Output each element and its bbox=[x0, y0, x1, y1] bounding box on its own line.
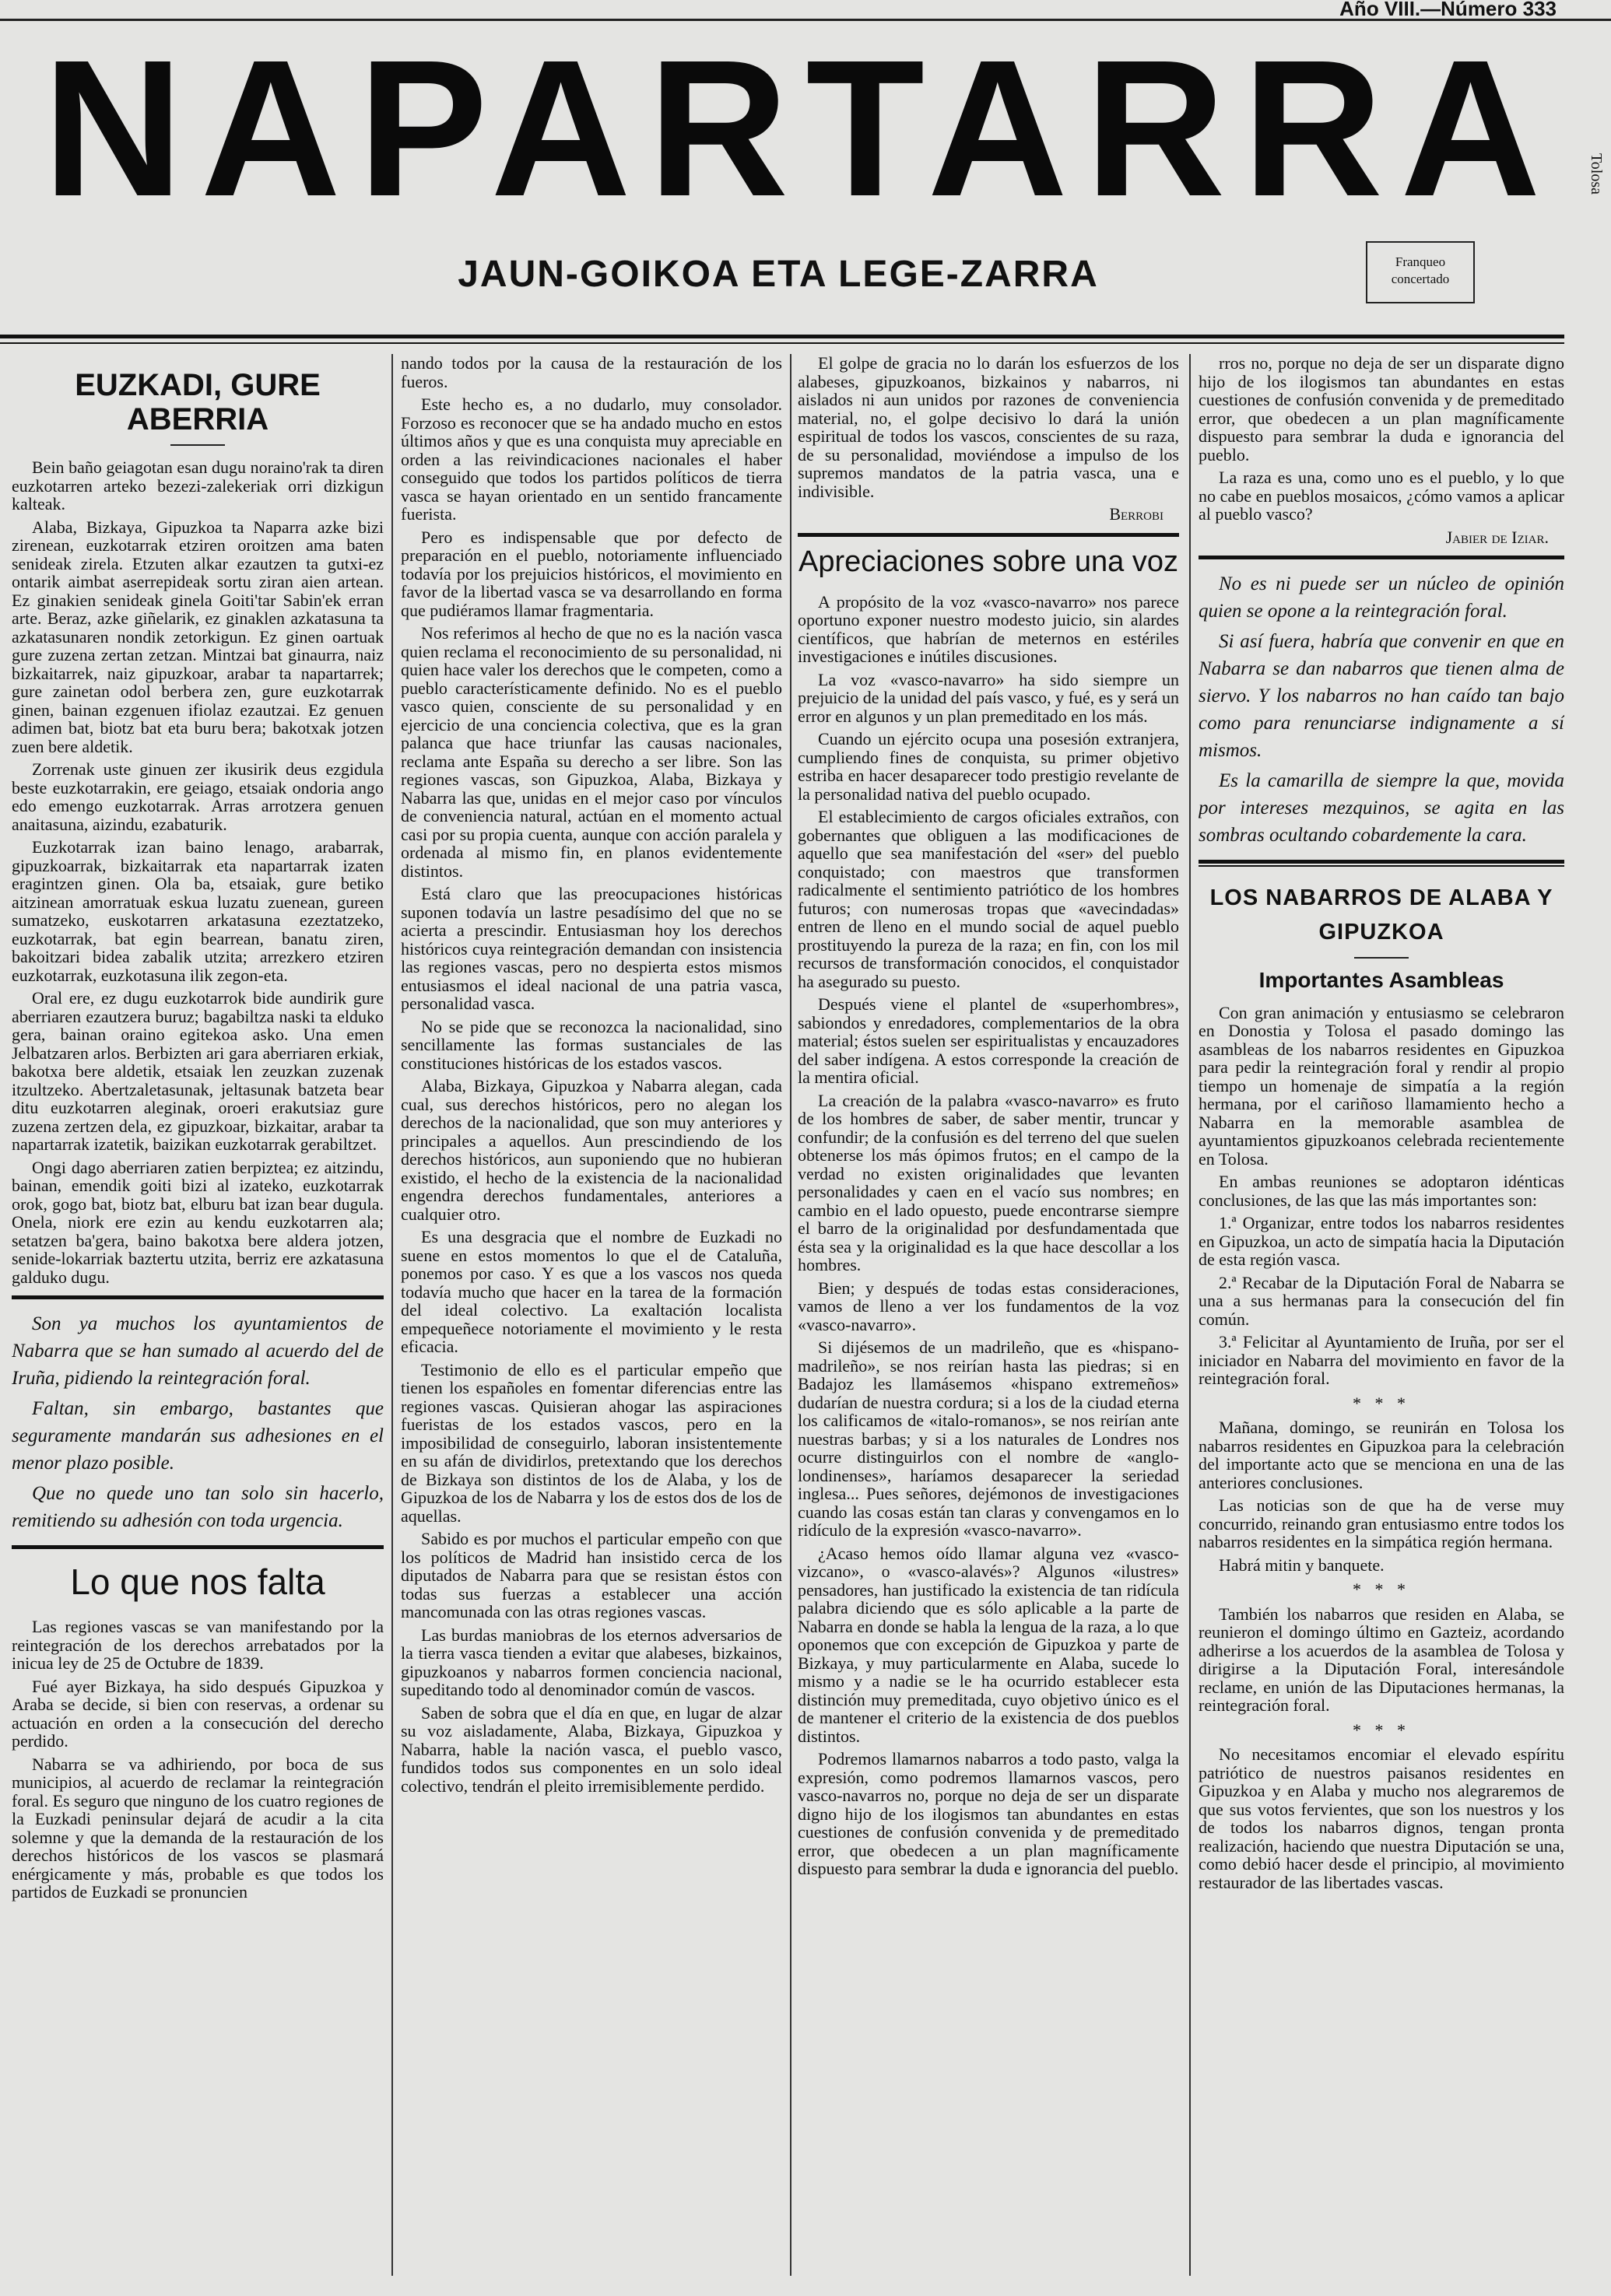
paragraph: Que no quede uno tan solo sin hacerlo, remitiendo su adhesión con toda urgencia. bbox=[12, 1483, 384, 1531]
paragraph: Bein baño geiagotan esan dugu noraino'rak ta diren euzkotarren arteko bezezi-zalekeriak orri dizkigun kalteak. bbox=[12, 457, 384, 514]
article-headline: LOS NABARROS DE ALABA Y GIPUZKOA bbox=[1209, 885, 1553, 945]
paragraph: Las regiones vascas se van manifestando por la reintegración de los derechos arrebatados por la inicua ley de 25 de Octubre de 1839. bbox=[12, 1617, 384, 1673]
section-rule bbox=[798, 533, 1179, 537]
masthead-title: NAPARTARRA bbox=[43, 19, 1558, 237]
paragraph: Nabarra se va adhiriendo, por boca de sus municipios, al acuerdo de reclamar la reintegración foral. Es seguro que ninguno de los cuatro regiones de la Euzkadi peninsular dejará de acudir a la cita solemne y que la demanda de la restauración de los derechos históricos de los vascos se plasmará enérgicamente y más, probable es que todos los partidos de Euzkadi se pronuncien bbox=[12, 1754, 384, 1902]
section-rule bbox=[1199, 556, 1564, 559]
paragraph: Pero es indispensable que por defecto de preparación en el pueblo, notoriamente influenciado todavía por los prejuicios históricos, el movimiento en favor de la libertad vasca se va desarrollando en forma que pudiéramos llamar fragmentaria. bbox=[401, 527, 782, 620]
paragraph: Testimonio de ello es el particular empeño que tienen los españoles en fomentar diferencias entre las regiones vascas. Quisieran ahogar las aspiraciones fueristas de los estados vascos, pero en la imposibilidad de conseguirlo, laboran insistentemente en su afán de dividirlos, pretextando que los derechos de Bizkaya son distintos de los de Alaba, y los de Gipuzkoa de los de Nabarra y los de estos dos de los de aquellas. bbox=[401, 1359, 782, 1526]
paragraph: En ambas reuniones se adoptaron idénticas conclusiones, de las que las más importantes son: bbox=[1199, 1172, 1564, 1210]
franqueo-stamp: Franqueo concertado bbox=[1366, 241, 1475, 303]
paragraph: Zorrenak uste ginuen zer ikusirik deus ezgidula beste euzkotarrakin, ere geiago, etsaiak ondoria ango edo emengo euzkotarrak. Arras arrotzera genuen anaitasuna, aizindu, ezabaturik. bbox=[12, 759, 384, 834]
header-rule-thin bbox=[0, 342, 1564, 344]
boxed-notice bbox=[1199, 570, 1564, 849]
top-strip bbox=[0, 0, 1611, 21]
list-item: 1.ª Organizar, entre todos los nabarros residentes en Gipuzkoa, un acto de simpatía hacia la Diputación de esta región vasca. bbox=[1199, 1213, 1564, 1269]
column-3 bbox=[798, 354, 1179, 2284]
paragraph: Las burdas maniobras de los eternos adversarios de la tierra vasca tienden a evitar que alabeses, bizkainos, gipuzkoanos y nabarros formen conciencia nacional, supeditando todo al denominador común de vascos. bbox=[401, 1625, 782, 1699]
headline-rule bbox=[170, 444, 225, 446]
section-rule bbox=[12, 1295, 384, 1299]
paragraph: También los nabarros que residen en Alaba, se reunieron el domingo último en Gazteiz, acordando adherirse a los acuerdos de la asamblea de Tolosa y dirigirse a la Diputación Foral, interesándole reclame, en unión de las Diputaciones hermanas, la reintegración foral. bbox=[1199, 1604, 1564, 1715]
article-headline: Lo que nos falta bbox=[70, 1562, 325, 1602]
separator-stars: * * * bbox=[1353, 1719, 1410, 1740]
paragraph: Faltan, sin embargo, bastantes que seguramente mandarán sus adhesiones en el menor plazo posible. bbox=[12, 1398, 384, 1474]
paragraph: rros no, porque no deja de ser un disparate digno hijo de los ilogismos tan abundantes en estas cuestiones de confusión convenida y de premeditado error, que obedecen a un plan magníficamente dispuesto para sembrar la duda e ignorancia del pueblo. bbox=[1199, 354, 1564, 464]
paragraph: Fué ayer Bizkaya, ha sido después Gipuzkoa y Araba se decide, si bien con reservas, a ordenar su actuación en orden a la consecución del derecho perdido. bbox=[12, 1676, 384, 1751]
paragraph: Saben de sobra que el día en que, en lugar de alzar su voz aisladamente, Alaba, Bizkaya, Gipuzkoa y Nabarra, hable la nación vasca, el pueblo vasco, fundidos todos sus componentes en un solo ideal colectivo, tendrán el pleito irremisiblemente perdido. bbox=[401, 1702, 782, 1796]
paragraph: El golpe de gracia no lo darán los esfuerzos de los alabeses, gipuzkoanos, bizkainos y nabarros, ni aislados ni aun unidos por razones de conveniencia material, no, el golpe decisivo lo dará la unión espiritual de todos los vascos, conscientes de su raza, de su personalidad, moviéndose a impulso de los supremos mandatos de la patria vasca, una e indivisible. bbox=[798, 354, 1179, 501]
headline-rule bbox=[1354, 957, 1409, 959]
column-1 bbox=[12, 354, 384, 2284]
section-rule bbox=[1199, 860, 1564, 864]
article-headline: EUZKADI, GURE ABERRIA bbox=[75, 368, 321, 436]
paragraph: Son ya muchos los ayuntamientos de Nabarra que se han sumado al acuerdo del de Iruña, pidiendo la reintegración foral. bbox=[12, 1313, 384, 1389]
paragraph: Las noticias son de que ha de verse muy concurrido, reinando gran entusiasmo entre todos los nabarros residentes en la simpática región hermana. bbox=[1199, 1495, 1564, 1551]
list-item: 3.ª Felicitar al Ayuntamiento de Iruña, por ser el iniciador en Nabarra del movimiento en favor de la reintegración foral. bbox=[1199, 1332, 1564, 1388]
separator-stars: * * * bbox=[1353, 1579, 1410, 1599]
paragraph: La raza es una, como uno es el pueblo, y lo que no cabe en pueblos mosaicos, ¿cómo vamos a aplicar al pueblo vasco? bbox=[1199, 468, 1564, 524]
paragraph: Euzkotarrak izan baino lenago, arabarrak, gipuzkoarrak, bizkaitarrak eta napartarrak izaten eragintzen ginen. Ola ba, etsaiak, gure betiko aitzinean amorratuak eskua luzatu zuenean, gureen sumatzeko, euskotarren arkatasuna ezeztatzeko, euzkotarrak, bat egin bearrean, banatu ziren, bakoitzari bidea zabalik utzita; arrezkero etziren euzkotarrak, euzkotasuna ilik zegon-eta. bbox=[12, 837, 384, 985]
paragraph: Podremos llamarnos nabarros a todo pasto, valga la expresión, como podremos llamarnos vascos, pero vasco-navarros no, porque no deja de ser un disparate digno hijo de los ilogismos tan abundantes en estas cuestiones de confusión convenida y de premeditado error, que obedecen a un plan magníficamente dispuesto para sembrar la duda e ignorancia del pueblo. bbox=[798, 1749, 1179, 1878]
signature: Jabier de Iziar. bbox=[1445, 527, 1549, 547]
paragraph: nando todos por la causa de la restauración de los fueros. bbox=[401, 354, 782, 391]
paragraph: Este hecho es, a no dudarlo, muy consolador. Forzoso es reconocer que se ha andado mucho en estos últimos años y que es una conquista muy apreciable en orden a las reivindicaciones nacionales el haber conseguido que todos los partidos políticos de tierra vasca se hayan orientado en un sentido francamente fuerista. bbox=[401, 394, 782, 524]
article-headline: Apreciaciones sobre una voz bbox=[798, 545, 1178, 578]
paragraph: No es ni puede ser un núcleo de opinión quien se opone a la reintegración foral. bbox=[1199, 573, 1564, 622]
paragraph: El establecimiento de cargos oficiales extraños, con gobernantes que obliguen a las modificaciones de aquello que sea manifestación del «ser» del pueblo conquistado; con maestros que transformen radicalmente el sentimiento patriótico de los hombres futuros; con numerosas tropas que «avecindadas» entren de lleno en el mundo social de aquel pueblo prostituyendo la pureza de la raza; en fin, con los mil recursos de transformación conocidos, el conquistador ha asegurado su puesto. bbox=[798, 807, 1179, 991]
column-divider bbox=[790, 354, 791, 2276]
paragraph: La creación de la palabra «vasco-navarro» es fruto de los hombres de saber, de saber mentir, truncar y confundir; de la confusión es del terreno del que suelen obtenerse los más ópimos frutos; en el campo de la verdad no existen originalidades que levanten personalidades y caen en el vacío sus nombres; en cambio en el lado opuesto, puede encontrarse siempre el barro de la originalidad por desfundamentada que ésta sea y la originalidad es la que hace descollar a los hombres. bbox=[798, 1090, 1179, 1274]
paragraph: Está claro que las preocupaciones históricas suponen todavía un lastre pesadísimo del que no se acierta a prescindir. Entusiasman hoy los derechos históricos cuya reintegración demandan con insistencia las regiones vascas, pero no despierta estos mismos entusiasmos el ideal nacional de una patria vasca, personalidad vasca. bbox=[401, 884, 782, 1013]
section-rule bbox=[12, 1545, 384, 1549]
paragraph: ¿Acaso hemos oído llamar alguna vez «vasco-vizcano», o «vasco-alavés»? Algunos «ilustres» pensadores, han justificado la existencia de tan ridícula palabra diciendo que es sólo aplicable a la parte de Nabarra en donde se habla la lengua de la raza, a lo que oponemos que con excepción de Gipuzkoa y parte de Bizkaya, y muy particularmente en Alaba, sucede lo mismo y a nadie se le ha ocurrido establecer esta distinción muy premeditada, cuyo objetivo único es el de mantener el criterio de la existencia de dos pueblos distintos. bbox=[798, 1543, 1179, 1746]
paragraph: No necesitamos encomiar el elevado espíritu patriótico de nuestros paisanos residentes en Gipuzkoa y en Alaba y mucho nos alegraremos de que sus votos fervientes, que son los nuestros y los de todos los nabarros dignos, tengan pronta realización, haciendo que nuestra Diputación se una, como debió hacer desde el principio, al movimiento restaurador de las libertades vascas. bbox=[1199, 1744, 1564, 1892]
paragraph: Con gran animación y entusiasmo se celebraron en Donostia y Tolosa el pasado domingo las asambleas de los nabarros residentes en Gipuzkoa para pedir la reintegración foral y rendir al propio tiempo un homenaje de simpatía a la región hermana, por el cariñoso llamamiento hecho a Nabarra en la memorable asamblea de ayuntamientos gipuzkoanos celebrada recientemente en Tolosa. bbox=[1199, 1002, 1564, 1169]
paragraph: Habrá mitin y banquete. bbox=[1219, 1555, 1385, 1575]
separator-stars: * * * bbox=[1353, 1393, 1410, 1413]
paragraph: Nos referimos al hecho de que no es la nación vasca quien reclama el reconocimiento de su personalidad, ni quien hace valer los derechos que le competen, como a pueblo característicamente definido. No es el pueblo vasco quien, consciente de su personalidad y en ejercicio de una conciencia colectiva, que es la gran palanca que hace triunfar las causas nacionales, reclama ante España su derecho a ser libre. Son las regiones vascas, son Gipuzkoa, Alaba, Bizkaya y Nabarra las que, unidas en el mejor caso por vínculos de conveniencia natural, actúan en el momento actual casi por su propia cuenta, aunque con acción paralela y ordenada al mismo fin, en planos evidentemente distintos. bbox=[401, 623, 782, 881]
signature: Berrobi bbox=[1109, 504, 1164, 524]
column-divider bbox=[391, 354, 393, 2276]
paragraph: Oral ere, ez dugu euzkotarrok bide aundirik gure aberriaren ezautzera buruz; bagabiltza naski ta elduko gera, bainan oraino egitekoa asko. Una emen Jelbatzaren arlos. Berbizten ari gara aberriaren erkiak, bakotxa bere aldetik, etsaiak len zeuzkan zuzenak itzultzeko. Abertzaletasunak, jeltasunak batzeta bear ditu euzkotarren aleginak, oroeri erakutsiaz gure zuzena zertzen dela, ez gipuzkoar, bizkaitar, arabar ta napartarrak izatetik, baizikan euzkotarrak gerabiltzet. bbox=[12, 988, 384, 1154]
paragraph: Es la camarilla de siempre la que, movida por intereses mezquinos, se agita en las sombras ocultando cobardemente la cara. bbox=[1199, 770, 1564, 846]
column-divider bbox=[1189, 354, 1191, 2276]
column-4 bbox=[1199, 354, 1564, 2284]
motto: JAUN-GOIKOA ETA LEGE-ZARRA bbox=[458, 254, 1099, 295]
paragraph: Es una desgracia que el nombre de Euzkadi no suene en estos momentos lo que el de Cataluña, ponemos por caso. Y es que a los vascos nos queda todavía mucho que hacer en la tarea de la formación del ideal colectivo. La exaltación localista empequeñece notoriamente el movimiento y le resta eficacia. bbox=[401, 1227, 782, 1356]
issue-number: Año VIII.—Número 333 bbox=[1339, 0, 1557, 20]
side-label: Tolosa bbox=[1588, 152, 1605, 195]
boxed-notice bbox=[12, 1310, 384, 1534]
paragraph: Bien; y después de todas estas consideraciones, vamos de lleno a ver los fundamentos de la voz «vasco-navarro». bbox=[798, 1278, 1179, 1334]
article-subheadline: Importantes Asambleas bbox=[1258, 968, 1504, 992]
list-item: 2.ª Recabar de la Diputación Foral de Nabarra se una a sus hermanas para la consecución del fin común. bbox=[1199, 1272, 1564, 1329]
paragraph: Alaba, Bizkaya, Gipuzkoa ta Naparra azke bizi zirenean, euzkotarrak etziren oroitzen ama baten senideak zirela. Etzuten alkar ezautzen ta gutxi-ez ontarik aimbat aserrepideak sortu ziran aien artean. Ez ginakien senideak ginela Goiti'tar Sabin'ek erran arte. Beraz, azke giñelarik, ez ginaklen azkatasuna ta azkatasunaren nondik zetorkigun. Ez ginen oartuak gure zuzena zertan zetzan. Mintzai bat ginaurra, naiz bizkaitarrek, naiz gipuzkoar, arabar ta napartarrek; gure zainetan odol berbera zen, gure euzkotarrak ginen, bainan ezgenuen ifiolaz ezautzai. Ez genuen adimen bat, biotz bat eta buru bera; bakotxak jotzen zuen bere aldetik. bbox=[12, 517, 384, 756]
paragraph: Después viene el plantel de «superhombres», sabiondos y enredadores, complementarios de la obra material; éstos suelen ser espiritualistas y encauzadores del saber indígena. A estos corresponde la creación de la mentira oficial. bbox=[798, 994, 1179, 1087]
column-2 bbox=[401, 354, 782, 2284]
paragraph: Cuando un ejército ocupa una posesión extranjera, cumpliendo fines de conquista, su primer objetivo estriba en hacer desaparecer todo prestigio revelante de la personalidad nativa del pueblo ocupado. bbox=[798, 729, 1179, 804]
paragraph: No se pide que se reconozca la nacionalidad, sino sencillamente las formas sustanciales de las constituciones históricas de los estados vascos. bbox=[401, 1016, 782, 1073]
paragraph: A propósito de la voz «vasco-navarro» nos parece oportuno exponer nuestro modesto juicio, sin alardes científicos, que habrían de meternos en estériles investigaciones e inútiles discusiones. bbox=[798, 591, 1179, 666]
paragraph: Sabido es por muchos el particular empeño con que los políticos de Madrid han insistido cerca de los diputados de Nabarra para que se resistan éstos con todas sus fuerzas a establecer una acción mancomunada con las otras regiones vascas. bbox=[401, 1529, 782, 1621]
paragraph: Si dijésemos de un madrileño, que es «hispano-madrileño», se nos reirían hasta las piedras; si en Badajoz les llamásemos «hispano extremeños» dudarían de nuestra cordura; si a los de la ciudad eterna los calificamos de «italo-romanos», se nos reirían ante nuestras barbas; y si a los naturales de Londres nos ocurre distinguirlos con el nombre de «anglo-londinenses», haríamos desaparecer la seriedad inglesa... Pues señores, dejémonos de investigaciones cuando las cosas están tan claras y convengamos en lo ridículo de la expresión «vasco-navarro». bbox=[798, 1337, 1179, 1540]
paragraph: Si así fuera, habría que convenir en que en Nabarra se dan nabarros que tienen alma de siervo. Y los nabarros no han caído tan bajo como para renunciarse indignamente a sí mismos. bbox=[1199, 631, 1564, 761]
paragraph: Alaba, Bizkaya, Gipuzkoa y Nabarra alegan, cada cual, sus derechos históricos, pero no alegan los derechos de la nacionalidad, que son muy anteriores y principales a aquellos. Aun prescindiendo de los derechos históricos, aun suponiendo que no hubieran existido, el hecho de la existencia de la nacionalidad engendra derechos fundamentales, anteriores a cualquier otro. bbox=[401, 1076, 782, 1224]
header-rule-thick bbox=[0, 335, 1564, 338]
paragraph: Mañana, domingo, se reunirán en Tolosa los nabarros residentes en Gipuzkoa para la celebración del importante acto que se menciona en una de las anteriores conclusiones. bbox=[1199, 1418, 1564, 1492]
paragraph: La voz «vasco-navarro» ha sido siempre un prejuicio de la unidad del país vasco, y fué, es y será un error en algunos y un plan premeditado en los más. bbox=[798, 669, 1179, 726]
section-rule-thin bbox=[1199, 865, 1564, 867]
paragraph: Ongi dago aberriaren zatien berpiztea; ez aitzindu, bainan, emendik goiti bizi al izateko, euzkotarrak orok, gogo bat, biotz bat, elburu bat izan bear dugula. Onela, niork ere ezin au kendu euzkotarren ala; setatzen ba'gera, baino bakotxa bere aldera jotzen, senide-lokarriak baztertu utzita, berriz ere azkatasuna galduko dugu. bbox=[12, 1157, 384, 1287]
